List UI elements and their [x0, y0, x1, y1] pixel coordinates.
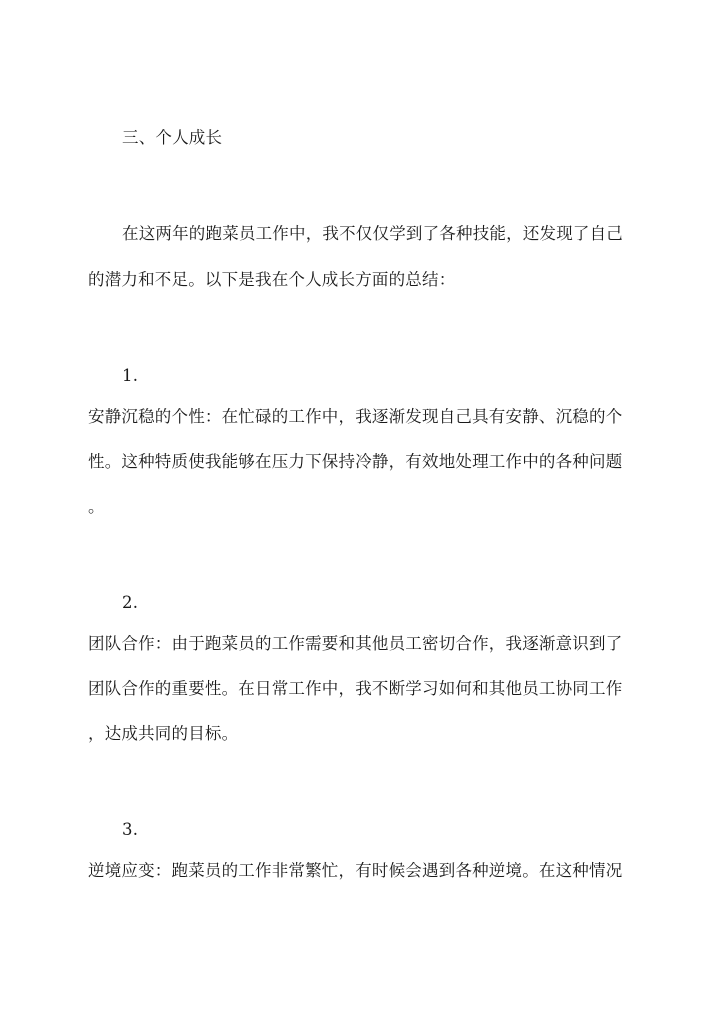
intro-line-2: 的潜力和不足。以下是我在个人成长方面的总结：: [88, 270, 456, 289]
item-1-line-2: 性。这种特质使我能够在压力下保持冷静，有效地处理工作中的各种问题: [88, 452, 623, 471]
item-3-line-1: 逆境应变：跑菜员的工作非常繁忙，有时候会遇到各种逆境。在这种情况: [88, 861, 623, 880]
item-1-number: 1.: [122, 366, 139, 385]
intro-line-1: 在这两年的跑菜员工作中，我不仅仅学到了各种技能，还发现了自己: [122, 224, 623, 243]
item-1-line-3: 。: [88, 497, 105, 516]
item-2-number: 2.: [122, 593, 139, 612]
item-2-line-3: ，达成共同的目标。: [88, 724, 239, 743]
item-1-line-1: 安静沉稳的个性：在忙碌的工作中，我逐渐发现自己具有安静、沉稳的个: [88, 407, 623, 426]
item-2-line-2: 团队合作的重要性。在日常工作中，我不断学习如何和其他员工协同工作: [88, 679, 623, 698]
item-3-number: 3.: [122, 820, 139, 839]
item-2-line-1: 团队合作：由于跑菜员的工作需要和其他员工密切合作，我逐渐意识到了: [88, 634, 623, 653]
section-heading: 三、个人成长: [122, 128, 223, 147]
